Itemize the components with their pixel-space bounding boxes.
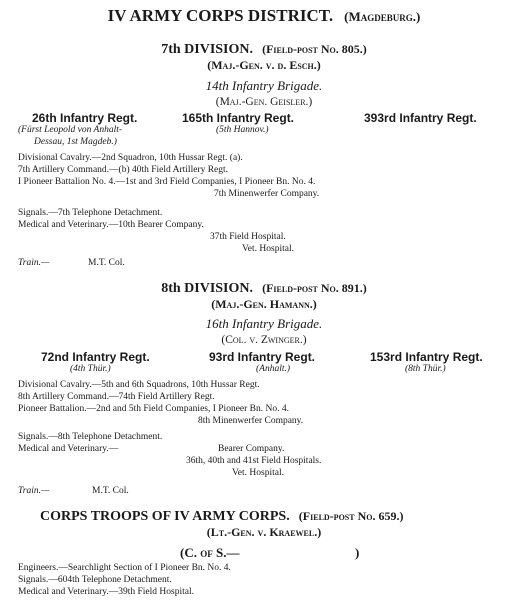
div8-train-label: Train.— (18, 486, 50, 496)
div8-signals: Signals.—8th Telephone Detachment. (18, 432, 163, 442)
div7-artillery: 7th Artillery Command.—(b) 40th Field Artillery Regt. (18, 165, 229, 175)
div8-field-hospitals: 36th, 40th and 41st Field Hospitals. (186, 456, 322, 466)
div8-brigade: 16th Infantry Brigade. (205, 316, 323, 331)
corps-signals: Signals.—604th Telephone Detachment. (18, 575, 172, 585)
regt-393: 393rd Infantry Regt. (364, 111, 477, 125)
div7-signals: Signals.—7th Telephone Detachment. (18, 208, 163, 218)
regt-165: 165th Infantry Regt. (182, 111, 295, 125)
div8-minenwerfer: 8th Minenwerfer Company. (198, 416, 304, 426)
corps-header (40, 505, 403, 525)
div8-title: 8th DIVISION. (161, 281, 254, 296)
corps-commander: (Lt.-Gen. v. Kraewel.) (206, 525, 322, 539)
div7-header (0, 38, 528, 58)
div8-brigade-cmdr: (Col. v. Zwinger.) (221, 334, 307, 346)
div7-pioneer: I Pioneer Battalion No. 4.—1st and 3rd Field Companies, I Pioneer Bn. No. 4. (18, 177, 316, 187)
div7-commander: (Maj.-Gen. v. d. Esch.) (207, 58, 321, 72)
div7-fieldpost: (Field-post No. 805.) (262, 42, 367, 56)
div8-fieldpost: (Field-post No. 891.) (262, 281, 367, 295)
regt-93: 93rd Infantry Regt. (209, 350, 316, 364)
regt-26-note: (Fürst Leopold von Anhalt- (18, 125, 123, 135)
corps-cos: (C. of S.— (180, 545, 240, 560)
div8-pioneer: Pioneer Battalion.—2nd and 5th Field Companies, I Pioneer Bn. No. 4. (18, 404, 289, 414)
div7-vet-hospital: Vet. Hospital. (242, 244, 294, 254)
corps-engineers: Engineers.—Searchlight Section of I Pioneer Bn. No. 4. (18, 563, 231, 573)
district-title: IV ARMY CORPS DISTRICT. (107, 6, 334, 25)
regt-26: 26th Infantry Regt. (32, 111, 138, 125)
div8-bearer: Bearer Company. (218, 444, 285, 454)
div7-cavalry: Divisional Cavalry.—2nd Squadron, 10th Hussar Regt. (a). (18, 153, 243, 163)
regt-72: 72nd Infantry Regt. (41, 350, 150, 364)
corps-title: CORPS TROOPS OF IV ARMY CORPS. (40, 509, 290, 524)
corps-cos-close: ) (355, 545, 360, 560)
regt-153-note: (8th Thür.) (405, 364, 446, 374)
corps-medical: Medical and Veterinary.—39th Field Hospital. (18, 587, 194, 597)
district-hq: (Magdeburg.) (344, 9, 421, 24)
div8-artillery: 8th Artillery Command.—74th Field Artillery Regt. (18, 392, 215, 402)
div7-brigade: 14th Infantry Brigade. (205, 78, 323, 93)
div7-brigade-cmdr: (Maj.-Gen. Geisler.) (215, 96, 313, 108)
regt-26-note2: Dessau, 1st Magdeb.) (34, 137, 117, 147)
div7-train-mt: M.T. Col. (88, 258, 125, 268)
corps-fieldpost: (Field-post No. 659.) (298, 509, 404, 523)
div7-medical: Medical and Veterinary.—10th Bearer Company. (18, 220, 204, 230)
regt-153: 153rd Infantry Regt. (370, 350, 483, 364)
div8-vet-hospital: Vet. Hospital. (232, 468, 284, 478)
regt-72-note: (4th Thür.) (70, 364, 111, 374)
district-header (0, 6, 528, 26)
div7-title: 7th DIVISION. (161, 42, 254, 57)
div8-medical: Medical and Veterinary.— (18, 444, 119, 454)
div7-train-label: Train.— (18, 258, 50, 268)
div8-cavalry: Divisional Cavalry.—5th and 6th Squadrons, 10th Hussar Regt. (18, 380, 260, 390)
regt-165-note: (5th Hannov.) (216, 125, 269, 135)
div7-field-hospital: 37th Field Hospital. (210, 232, 286, 242)
div8-train-mt: M.T. Col. (92, 486, 129, 496)
regt-93-note: (Anhalt.) (256, 364, 291, 374)
div8-commander: (Maj.-Gen. Hamann.) (211, 297, 317, 311)
div8-header (0, 277, 528, 297)
div7-minenwerfer: 7th Minenwerfer Company. (214, 189, 320, 199)
